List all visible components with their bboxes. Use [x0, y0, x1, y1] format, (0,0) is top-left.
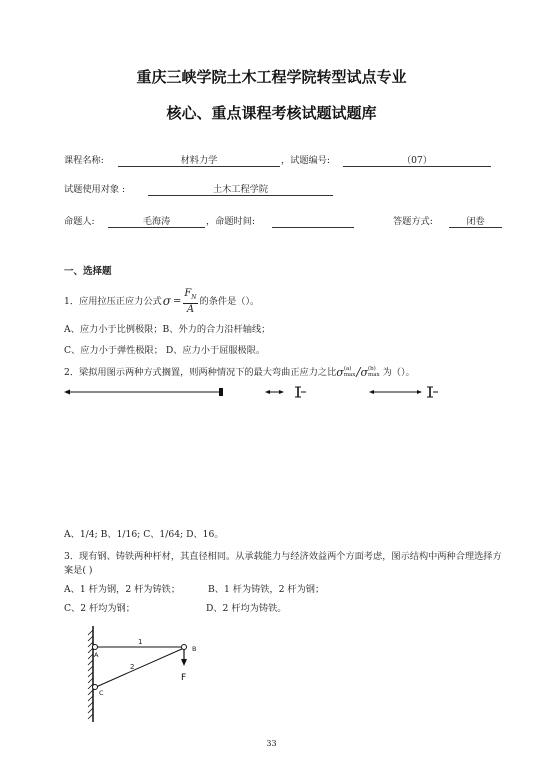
answer-mode-label: 答题方式:	[393, 216, 433, 227]
node-a-label: A	[94, 651, 99, 659]
question-1-options-cd: C、应力小于弹性极限； D、应力小于屈服极限。	[64, 345, 266, 356]
question-3-option-b: B、1 杆为铸铁，2 杆为钢；	[208, 584, 325, 595]
exam-time-value	[272, 216, 354, 228]
ratio-sub-a: max	[343, 372, 356, 378]
exam-number-label: ，试题编号:	[281, 155, 331, 166]
node-b-label: B	[192, 645, 197, 653]
question-2-prefix: 2．梁拟用图示两种方式搁置，则两种情况下的最大弯曲正应力之比	[64, 366, 337, 378]
sigma-symbol: σ	[162, 294, 171, 308]
question-3-option-d: D、2 杆均为铸铁。	[206, 603, 287, 614]
question-3-option-c: C、2 杆均为钢；	[64, 603, 135, 614]
ratio-sup-a: (a)	[343, 366, 352, 372]
truss-figure	[80, 624, 220, 724]
node-c-label: C	[99, 689, 104, 697]
question-1-suffix: 的条件是（）。	[199, 296, 260, 307]
page-subtitle: 核心、重点课程考核试题试题库	[166, 104, 377, 122]
author-value: 毛海涛	[108, 216, 205, 228]
section-heading-choice: 一、选择题	[64, 266, 112, 277]
formula-numerator: F	[184, 288, 192, 299]
beam-figure-b	[265, 384, 345, 400]
question-1-prefix: 1．应用拉压正应力公式	[64, 296, 162, 307]
course-name-label: 课程名称:	[64, 155, 104, 166]
ratio-sup-b: (b)	[367, 366, 376, 372]
question-3-option-a: A、1 杆为钢，2 杆为铸铁；	[64, 584, 181, 595]
question-2-options: A、1/4; B、1/16; C、1/64; D、16。	[64, 529, 224, 540]
force-f-label: F	[181, 673, 187, 683]
exam-number-value: （07）	[343, 155, 491, 167]
target-audience-label: 试题使用对象 :	[64, 184, 126, 195]
page-number: 33	[266, 739, 277, 748]
question-3-line1: 3．现有钢、铸铁两种杆材，其直径相同。从承载能力与经济效益两个方面考虑，图示结构中两种合理选择方	[64, 551, 502, 562]
question-1-options-ab: A、应力小于比例极限；B、外力的合力沿杆轴线；	[64, 324, 271, 335]
ratio-denominator: σ	[360, 365, 368, 379]
author-label: 命题人:	[64, 216, 95, 227]
question-2-suffix: 为（）。	[382, 366, 415, 378]
question-1	[64, 288, 259, 315]
ratio-sub-b: max	[367, 372, 380, 378]
bar-1-label: 1	[138, 638, 143, 646]
formula-denominator: A	[186, 304, 195, 315]
beam-figure-c	[369, 384, 449, 400]
question-2: 2．梁拟用图示两种方式搁置，则两种情况下的最大弯曲正应力之比 σ (a) max / σ (b) max 为（）。	[64, 364, 415, 379]
answer-mode-value: 闭卷	[449, 216, 502, 228]
beam-figure-a	[64, 384, 234, 400]
exam-time-label: ，命题时间:	[206, 216, 256, 227]
page-title: 重庆三峡学院土木工程学院转型试点专业	[136, 68, 407, 86]
equals-sign: =	[172, 296, 182, 307]
course-name-value: 材料力学	[118, 155, 280, 167]
target-audience-value: 土木工程学院	[148, 184, 333, 196]
formula-fraction	[183, 288, 197, 315]
bar-2-label: 2	[130, 663, 135, 671]
formula-numerator-subscript: N	[191, 294, 197, 301]
question-3-line2: 案是( )	[64, 565, 93, 576]
ratio-numerator: σ	[336, 365, 344, 379]
